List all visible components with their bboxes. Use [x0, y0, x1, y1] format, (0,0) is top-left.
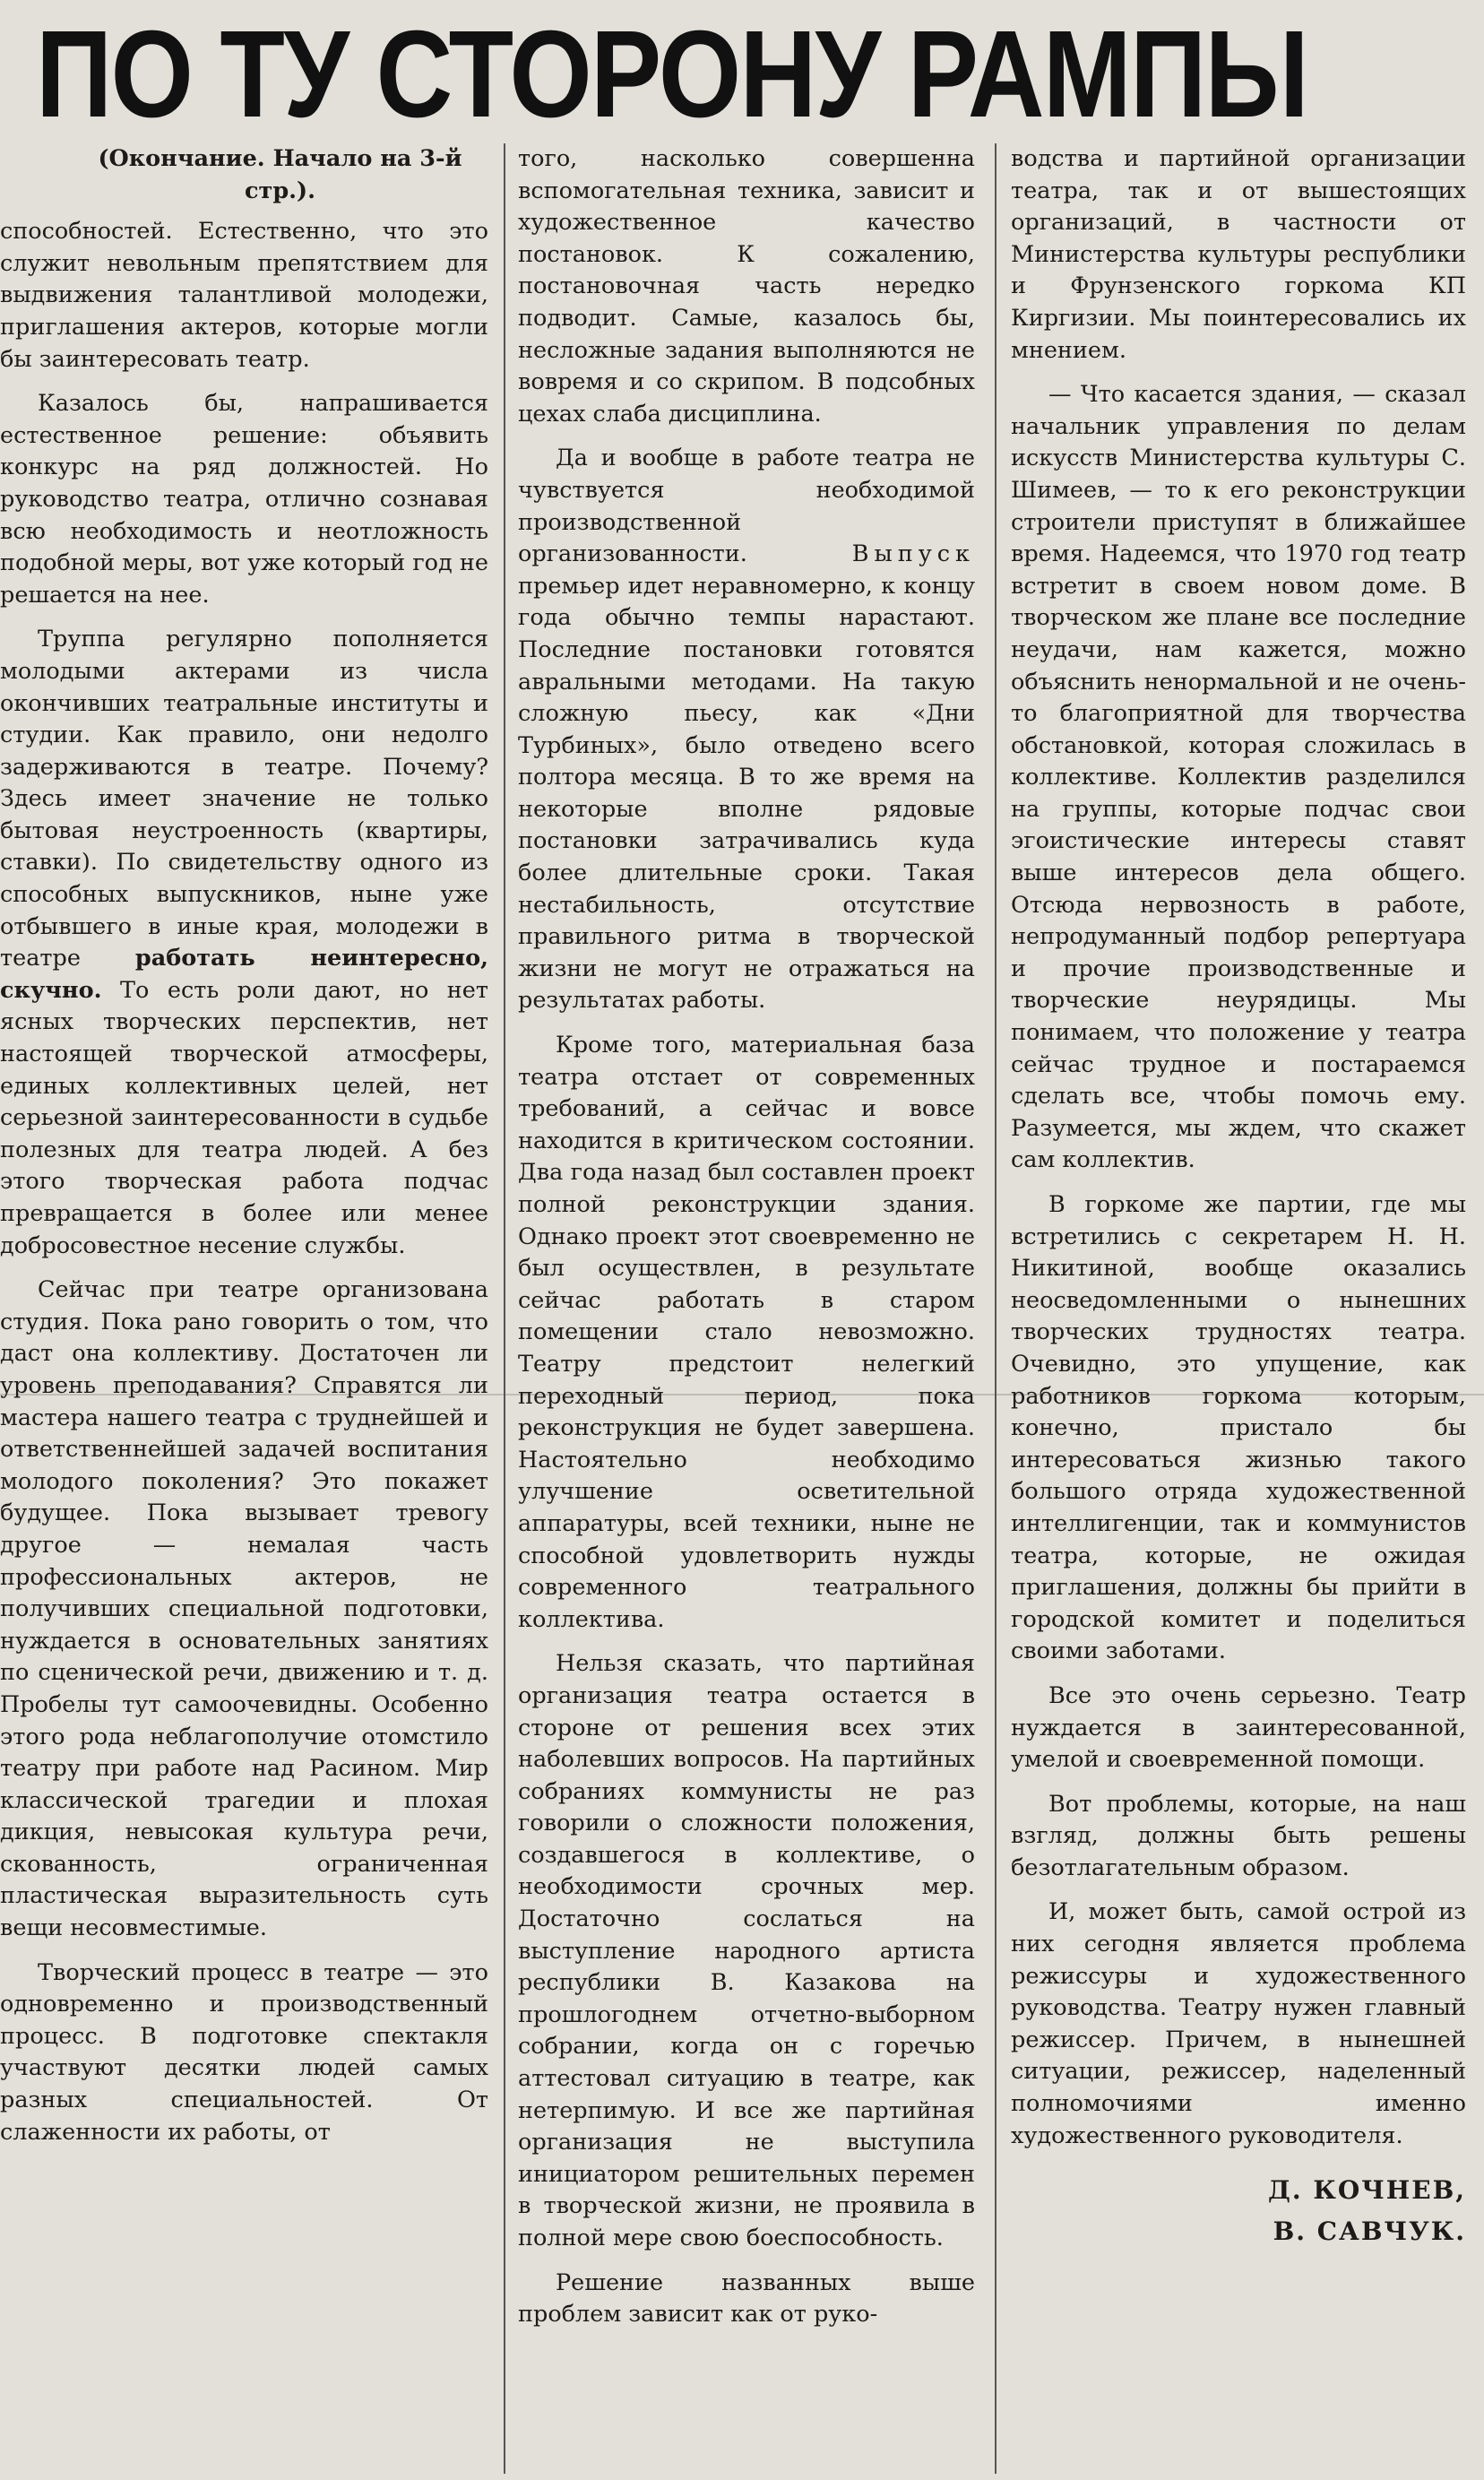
continuation-note: (Окончание. Начало на 3-й стр.). [98, 145, 462, 204]
paragraph: Кроме того, материальная база театра отстает от современных требований, а сейчас и вовсе находится в критическом состоянии. Два года назад был составлен проект полной реконструкции здания. Однако проект этот своевременно не был осуществлен, в результате сейчас работать в старом помещении стало невозможно. Театру предстоит нелегкий переходный период, пока реконструкция не будет завершена. Настоятельно необходимо улучшение осветительной аппаратуры, всей техники, ныне не способной удовлетворить нужды современного театрального коллектива. [518, 1032, 975, 1633]
article-column-1 [0, 143, 488, 2465]
paragraph: — Что касается здания, — сказал начальник управления по делам искусств Министерства культуры С. Шимеев, — то к его реконструкции строители приступят в ближайшее время. Надеемся, что 1970 год театр встретит в своем новом доме. В творческом же плане все последние неудачи, нам кажется, можно объяснить ненормальной и не очень-то благоприятной для творчества обстановкой, которая сложилась в коллективе. Коллектив разделился на группы, которые подчас свои эгоистические интересы ставят выше интересов дела общего. Отсюда нервозность в работе, непродуманный подбор репертуара и прочие производственные и творческие неурядицы. Мы понимаем, что положение у театра сейчас трудное и постараемся сделать все, чтобы помочь ему. Разумеется, мы ждем, что скажет сам коллектив. [1011, 381, 1466, 1174]
spaced-word: Выпуск [851, 540, 975, 568]
author-name: В. САВЧУК. [1273, 2216, 1466, 2247]
page-title: ПО ТУ СТОРОНУ РАМПЫ [36, 5, 1308, 143]
paragraph: Творческий процесс в театре — это одновременно и производственный процесс. В подготовке спектакля участвуют десятки людей самых разных специальностей. От слаженности их работы, от [0, 1958, 488, 2146]
paragraph: Сейчас при театре организована студия. Пока рано говорить о том, что даст она коллективу. Достаточен ли уровень преподавания? Справятся ли мастера нашего театра с труднейшей и ответственнейшей задачей воспитания молодого поколения? Это покажет будущее. Пока вызывает тревогу другое — немалая часть профессиональных актеров, не получивших специальной подготовки, нуждается в основательных занятиях по сценической речи, движению и т. д. Пробелы тут самоочевидны. Особенно этого рода неблагополучие отомстило театру при работе над Расином. Мир классической трагедии и плохая дикция, невысокая культура речи, скованность, ограниченная пластическая выразительность суть вещи несовместимые. [0, 1276, 488, 1942]
paragraph: Решение названных выше проблем зависит как от руко- [518, 2268, 975, 2329]
paragraph-text: Да и вообще в работе театра не чувствуется необходимой производственной организованности. [518, 445, 975, 568]
quote-emphasis: работать неинтересно, скучно. [0, 945, 488, 1004]
paragraph [0, 624, 488, 1262]
paragraph: водства и партийной организации театра, так и от вышестоящих организаций, в частности от Министерства культуры республики и Фрунзенского горкома КП Киргизии. Мы поинтересовались их мнением. [1011, 145, 1466, 364]
paragraph: Все это очень серьезно. Театр нуждается в заинтересованной, умелой и своевременной помощи. [1011, 1681, 1466, 1774]
paragraph: И, может быть, самой острой из них сегодня является проблема режиссуры и художественного руководства. Театру нужен главный режиссер. Причем, в нынешней ситуации, режиссер, наделенный полномочиями именно художественного руководителя. [1011, 1898, 1466, 2149]
paragraph: того, насколько совершенна вспомогательная техника, зависит и художественное качество постановок. К сожалению, постановочная часть нередко подводит. Самые, казалось бы, несложные задания выполняются не вовремя и со скрипом. В подсобных цехах слаба дисциплина. [518, 145, 975, 428]
paragraph-text: То есть роли дают, но нет ясных творческих перспектив, нет настоящей творческой атмосферы, единых коллективных целей, нет серьезной заинтересованности в судьбе полезных для театра людей. А без этого творческая работа подчас превращается в более или менее добросовестное несение службы. [0, 976, 488, 1259]
article-column-3 [1011, 143, 1466, 2465]
article-column-2 [518, 143, 975, 2465]
author-name: Д. КОЧНЕВ, [1267, 2175, 1466, 2206]
paragraph-text: Труппа регулярно пополняется молодыми актерами из числа окончивших театральные институты и студии. Как правило, они недолго задерживаются в театре. Почему? Здесь имеет значение не только бытовая неустроенность (квартиры, ставки). По свидетельству одного из способных выпускников, ныне уже отбывшего в иные края, молодежи в театре [0, 626, 488, 972]
paragraph: Нельзя сказать, что партийная организация театра остается в стороне от решения всех этих наболевших вопросов. На партийных собраниях коммунисты не раз говорили о сложности положения, создавшегося в коллективе, о необходимости срочных мер. Достаточно сослаться на выступление народного артиста республики В. Казакова на прошлогоднем отчетно-выборном собрании, когда он с горечью аттестовал ситуацию в театре, как нетерпимую. И все же партийная организация не выступила инициатором решительных перемен в творческой жизни, не проявила в полной мере свою боеспособность. [518, 1650, 975, 2251]
paragraph: В горкоме же партии, где мы встретились с секретарем Н. Н. Никитиной, вообще оказались неосведомленными о нынешних творческих трудностях театра. Очевидно, это упущение, как работников горкома которым, конечно, пристало бы интересоваться жизнью такого большого отряда художественной интеллигенции, так и коммунистов театра, которые, не ожидая приглашения, должны бы прийти в городской комитет и поделиться своими заботами. [1011, 1191, 1466, 1665]
column-divider [504, 143, 505, 2474]
paragraph-text: премьер идет неравномерно, к концу года обычно темпы нарастают. Последние постановки готовятся авральными методами. На такую сложную пьесу, как «Дни Турбиных», было отведено всего полтора месяца. В то же время на некоторые вполне рядовые постановки затрачивались куда более длительные сроки. Такая нестабильность, отсутствие правильного ритма в творческой жизни не могут не отражаться на результатах работы. [518, 572, 975, 1015]
paragraph: Казалось бы, напрашивается естественное решение: объявить конкурс на ряд должностей. Но руководство театра, отлично сознавая всю необходимость и неотложность подобной меры, вот уже который год не решается на нее. [0, 390, 488, 609]
author-signature [1011, 2170, 1466, 2252]
paragraph: способностей. Естественно, что это служит невольным препятствием для выдвижения талантливой молодежи, приглашения актеров, которые могли бы заинтересовать театр. [0, 218, 488, 373]
column-divider [995, 143, 997, 2474]
paragraph: Вот проблемы, которые, на наш взгляд, должны быть решены безотлагательным образом. [1011, 1790, 1466, 1881]
paragraph [518, 443, 975, 1017]
